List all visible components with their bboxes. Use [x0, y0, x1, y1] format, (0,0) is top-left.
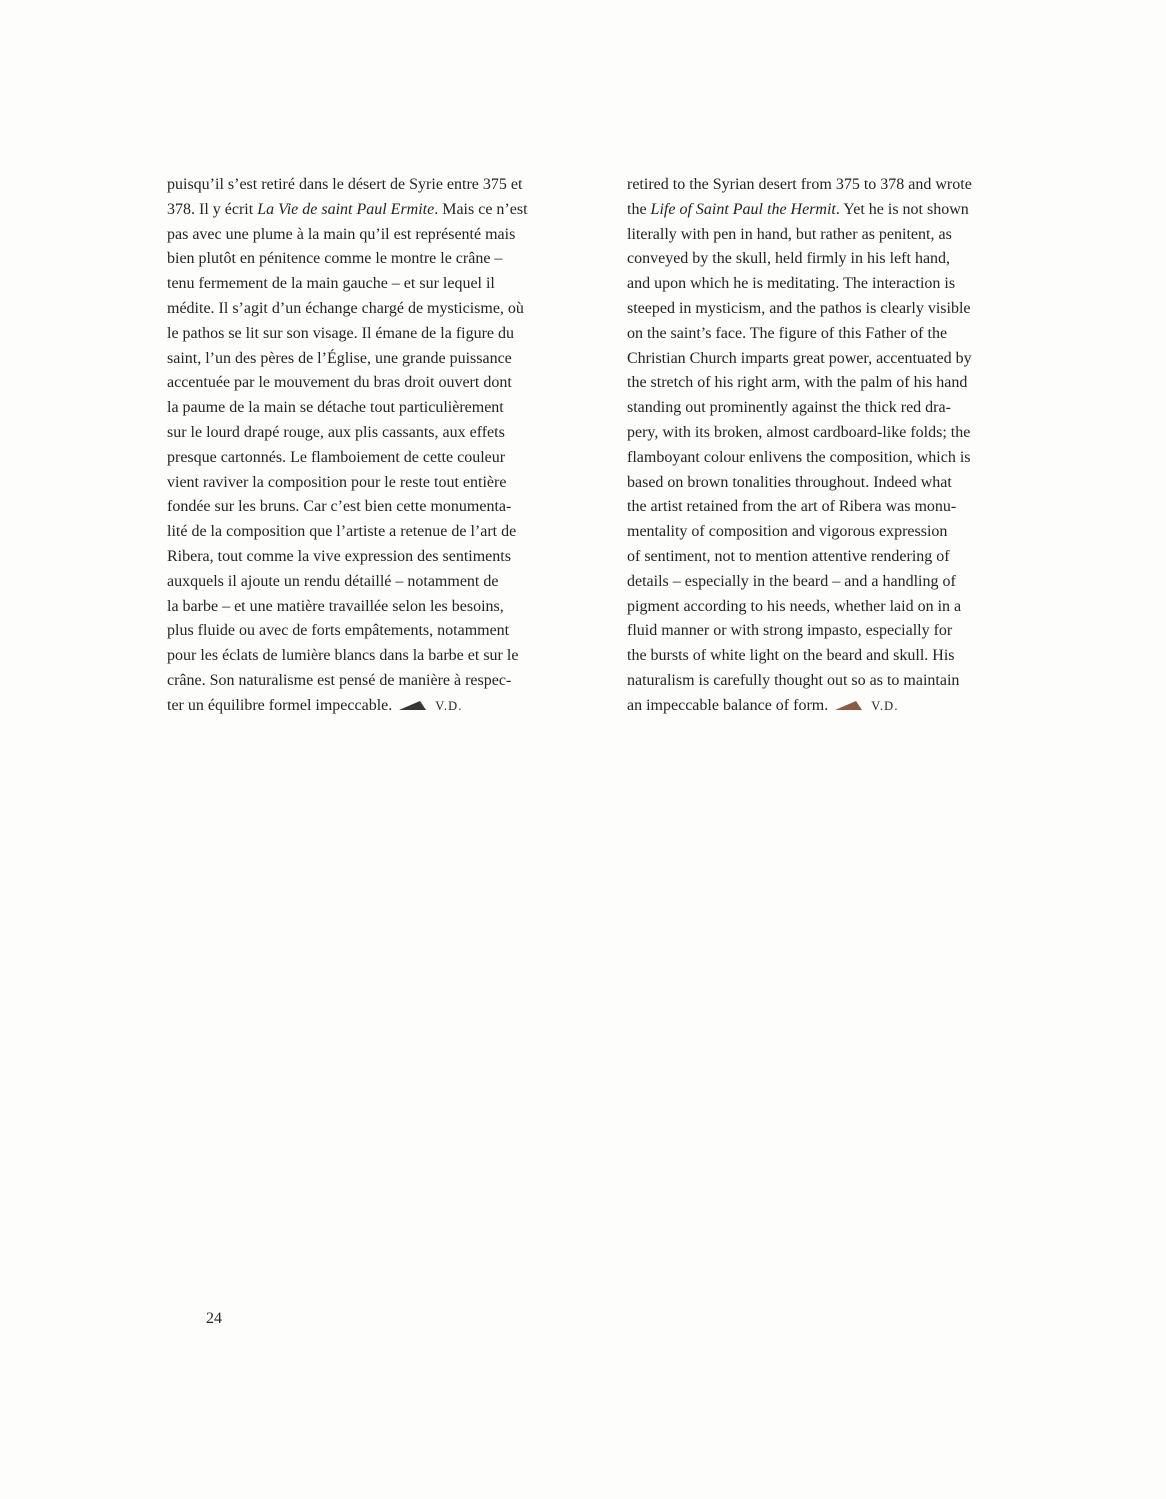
text-line	[627, 545, 1041, 570]
text-line	[627, 272, 1041, 297]
wedge-icon	[399, 699, 426, 711]
text-segment: sur le lourd drapé rouge, aux plis cassants, aux effets	[167, 423, 505, 441]
text-segment: la paume de la main se détache tout particulièrement	[167, 399, 504, 417]
column-english-text	[627, 173, 1041, 719]
text-line	[627, 421, 1041, 446]
text-segment: an impeccable balance of form.	[627, 696, 829, 714]
text-segment: naturalism is carefully thought out so as to maintain	[627, 671, 960, 689]
text-segment: le pathos se lit sur son visage. Il émane de la figure du	[167, 324, 515, 342]
text-line	[627, 595, 1041, 620]
text-segment: vient raviver la composition pour le reste tout entière	[167, 473, 507, 491]
text-segment: bien plutôt en pénitence comme le montre le crâne –	[167, 250, 503, 268]
text-segment: médite. Il s’agit d’un échange chargé de mysticisme, où	[167, 299, 524, 317]
text-line	[627, 347, 1041, 372]
text-segment: pery, with its broken, almost cardboard-like folds; the	[627, 423, 971, 441]
text-segment: the	[627, 200, 651, 218]
text-line	[167, 371, 583, 396]
text-segment: steeped in mysticism, and the pathos is clearly visible	[627, 299, 971, 317]
text-line	[627, 694, 1041, 719]
text-line	[167, 247, 583, 272]
text-line	[627, 619, 1041, 644]
text-line	[167, 694, 583, 719]
text-segment: . Mais ce n’est	[434, 200, 528, 218]
text-segment: lité de la composition que l’artiste a retenue de l’art de	[167, 523, 517, 541]
text-segment: pigment according to his needs, whether laid on in a	[627, 597, 962, 615]
text-segment: pour les éclats de lumière blancs dans la barbe et sur le	[167, 647, 519, 665]
text-segment: fondée sur les bruns. Car c’est bien cette monumenta-	[167, 498, 512, 516]
text-line	[167, 396, 583, 421]
text-line	[627, 223, 1041, 248]
text-segment: the stretch of his right arm, with the palm of his hand	[627, 374, 968, 392]
text-segment: flamboyant colour enlivens the composition, which is	[627, 448, 971, 466]
text-line	[167, 297, 583, 322]
text-line	[167, 471, 583, 496]
text-segment: ter un équilibre formel impeccable.	[167, 696, 393, 714]
author-initials: V.D.	[871, 698, 899, 713]
text-line	[167, 669, 583, 694]
text-line	[627, 644, 1041, 669]
text-line	[627, 520, 1041, 545]
text-segment: la barbe – et une matière travaillée selon les besoins,	[167, 597, 504, 615]
text-segment: of sentiment, not to mention attentive rendering of	[627, 547, 950, 565]
text-line	[167, 520, 583, 545]
text-segment: puisqu’il s’est retiré dans le désert de Syrie entre 375 et	[167, 176, 523, 193]
text-segment: Christian Church imparts great power, accentuated by	[627, 349, 972, 367]
text-line	[167, 223, 583, 248]
text-segment: tenu fermement de la main gauche – et sur lequel il	[167, 275, 495, 293]
text-segment: fluid manner or with strong impasto, especially for	[627, 622, 953, 640]
text-line	[627, 570, 1041, 595]
text-segment: on the saint’s face. The figure of this Father of the	[627, 324, 948, 342]
text-segment: the bursts of white light on the beard and skull. His	[627, 647, 955, 665]
text-segment: based on brown tonalities throughout. Indeed what	[627, 473, 952, 491]
text-line	[167, 570, 583, 595]
text-line	[627, 297, 1041, 322]
text-line	[627, 669, 1041, 694]
text-segment: accentuée par le mouvement du bras droit ouvert dont	[167, 374, 512, 392]
text-segment: standing out prominently against the thick red dra-	[627, 399, 951, 417]
text-segment: saint, l’un des pères de l’Église, une grande puissance	[167, 349, 512, 367]
text-line	[167, 595, 583, 620]
column-french-text	[167, 173, 583, 719]
text-line	[167, 495, 583, 520]
text-segment: pas avec une plume à la main qu’il est représenté mais	[167, 225, 516, 243]
text-line	[627, 198, 1041, 223]
italic-title-text: La Vie de saint Paul Ermite	[257, 200, 435, 218]
text-line	[167, 347, 583, 372]
text-line	[627, 471, 1041, 496]
text-segment: presque cartonnés. Le flamboiement de cette couleur	[167, 448, 506, 466]
text-line	[627, 396, 1041, 421]
text-line	[167, 173, 583, 198]
text-line	[167, 198, 583, 223]
page-number: 24	[206, 1310, 222, 1327]
text-line	[167, 644, 583, 669]
text-line	[627, 371, 1041, 396]
text-segment: and upon which he is meditating. The interaction is	[627, 275, 956, 293]
text-segment: the artist retained from the art of Ribera was monu-	[627, 498, 957, 516]
wedge-icon	[835, 699, 862, 711]
text-segment: auxquels il ajoute un rendu détaillé – notamment de	[167, 572, 499, 590]
text-line	[167, 272, 583, 297]
text-line	[627, 173, 1041, 198]
italic-title-text: Life of Saint Paul the Hermit	[650, 200, 836, 218]
text-segment: crâne. Son naturalisme est pensé de manière à respec-	[167, 671, 512, 689]
text-segment: details – especially in the beard – and a handling of	[627, 572, 956, 590]
text-segment: Ribera, tout comme la vive expression des sentiments	[167, 547, 511, 565]
text-line	[167, 322, 583, 347]
text-segment: plus fluide ou avec de forts empâtements, notamment	[167, 622, 510, 640]
text-segment: . Yet he is not shown	[835, 200, 969, 218]
text-line	[627, 495, 1041, 520]
text-line	[627, 322, 1041, 347]
text-segment: 378. Il y écrit	[167, 200, 258, 218]
text-line	[167, 619, 583, 644]
text-line	[627, 247, 1041, 272]
author-initials: V.D.	[435, 698, 463, 713]
text-line	[167, 446, 583, 471]
text-segment: mentality of composition and vigorous expression	[627, 523, 948, 541]
text-line	[167, 545, 583, 570]
text-segment: conveyed by the skull, held firmly in his left hand,	[627, 250, 951, 268]
text-line	[167, 421, 583, 446]
text-line	[627, 446, 1041, 471]
text-segment: literally with pen in hand, but rather as penitent, as	[627, 225, 952, 243]
text-segment: retired to the Syrian desert from 375 to 378 and wrote	[627, 176, 972, 193]
